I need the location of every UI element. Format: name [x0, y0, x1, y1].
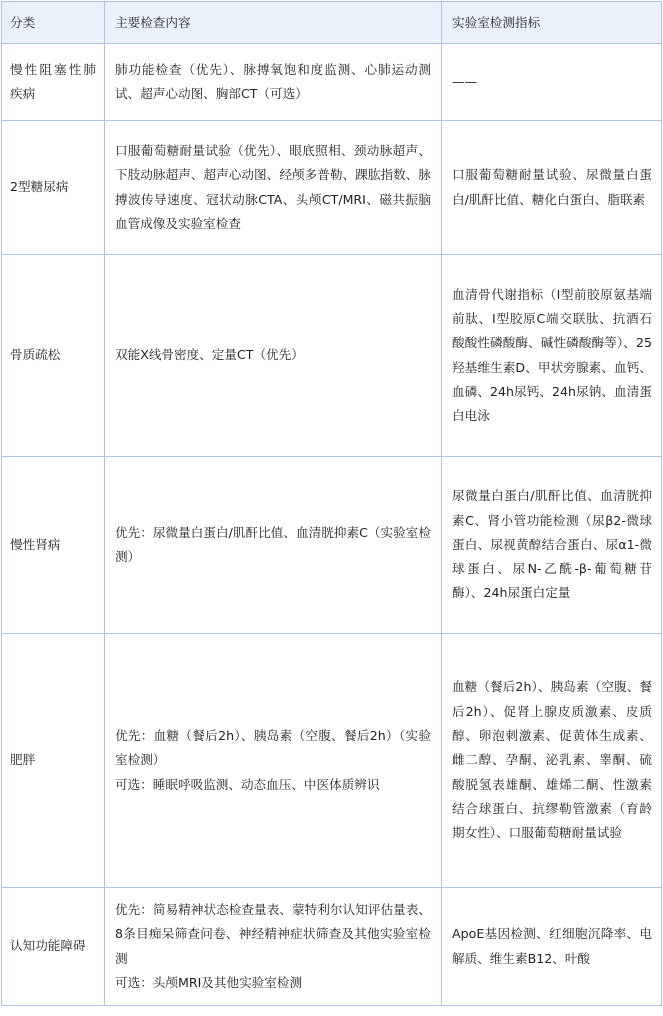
row-lab-indicators: ——	[442, 44, 662, 121]
table-row	[2, 888, 662, 1006]
main-exam-optional-line: 可选：头颅MRI及其他实验室检测	[115, 974, 303, 990]
table-row	[2, 44, 662, 121]
header-main-exam: 主要检查内容	[105, 2, 442, 44]
row-main-exam: 双能X线骨密度、定量CT（优先）	[105, 255, 442, 457]
row-category: 2型糖尿病	[2, 121, 105, 255]
table-row	[2, 634, 662, 888]
row-category: 认知功能障碍	[2, 888, 105, 1006]
row-category: 慢性阻塞性肺疾病	[2, 44, 105, 121]
row-main-exam: 肺功能检查（优先）、脉搏氧饱和度监测、心肺运动测试、超声心动图、胸部CT（可选）	[105, 44, 442, 121]
table-row	[2, 255, 662, 457]
row-category: 骨质疏松	[2, 255, 105, 457]
row-main-exam: 口服葡萄糖耐量试验（优先）、眼底照相、颈动脉超声、下肢动脉超声、超声心动图、经颅多普勒、踝肱指数、脉搏波传导速度、冠状动脉CTA、头颅CT/MRI、磁共振脑血管成像及实验室检查	[105, 121, 442, 255]
main-exam-priority-line: 优先：简易精神状态检查量表、蒙特利尔认知评估量表、8条目痴呆筛查问卷、神经精神症状筛查及其他实验室检测	[115, 901, 431, 966]
row-lab-indicators: 血糖（餐后2h）、胰岛素（空腹、餐后2h）、促肾上腺皮质激素、皮质醇、卵泡刺激素、促黄体生成素、雌二醇、孕酮、泌乳素、睾酮、硫酸脱氢表雄酮、雄烯二酮、性激素结合球蛋白、抗缪勒管激素（育龄期女性）、口服葡萄糖耐量试验	[442, 634, 662, 888]
table-header-row	[2, 2, 662, 44]
row-category: 肥胖	[2, 634, 105, 888]
header-category: 分类	[2, 2, 105, 44]
table-row	[2, 121, 662, 255]
exam-table	[1, 1, 662, 1006]
main-exam-optional-line: 可选：睡眠呼吸监测、动态血压、中医体质辨识	[115, 776, 380, 792]
row-lab-indicators: ApoE基因检测、红细胞沉降率、电解质、维生素B12、叶酸	[442, 888, 662, 1006]
main-exam-priority-line: 优先：血糖（餐后2h）、胰岛素（空腹、餐后2h）（实验室检测）	[115, 728, 431, 768]
row-main-exam	[105, 888, 442, 1006]
row-category: 慢性肾病	[2, 457, 105, 634]
row-main-exam	[105, 634, 442, 888]
header-lab-indicators: 实验室检测指标	[442, 2, 662, 44]
exam-table-sheet	[1, 1, 661, 1006]
row-lab-indicators: 尿微量白蛋白/肌酐比值、血清胱抑素C、肾小管功能检测（尿β2-微球蛋白、尿视黄醇结合蛋白、尿α1-微球蛋白、尿N-乙酰-β-葡萄糖苷酶）、24h尿蛋白定量	[442, 457, 662, 634]
row-lab-indicators: 口服葡萄糖耐量试验、尿微量白蛋白/肌酐比值、糖化白蛋白、脂联素	[442, 121, 662, 255]
table-row	[2, 457, 662, 634]
row-main-exam: 优先：尿微量白蛋白/肌酐比值、血清胱抑素C（实验室检测）	[105, 457, 442, 634]
row-lab-indicators: 血清骨代谢指标（Ⅰ型前胶原氨基端前肽、Ⅰ型胶原C端交联肽、抗酒石酸酸性磷酸酶、碱性磷酸酶等）、25羟基维生素D、甲状旁腺素、血钙、血磷、24h尿钙、24h尿钠、血清蛋白电泳	[442, 255, 662, 457]
